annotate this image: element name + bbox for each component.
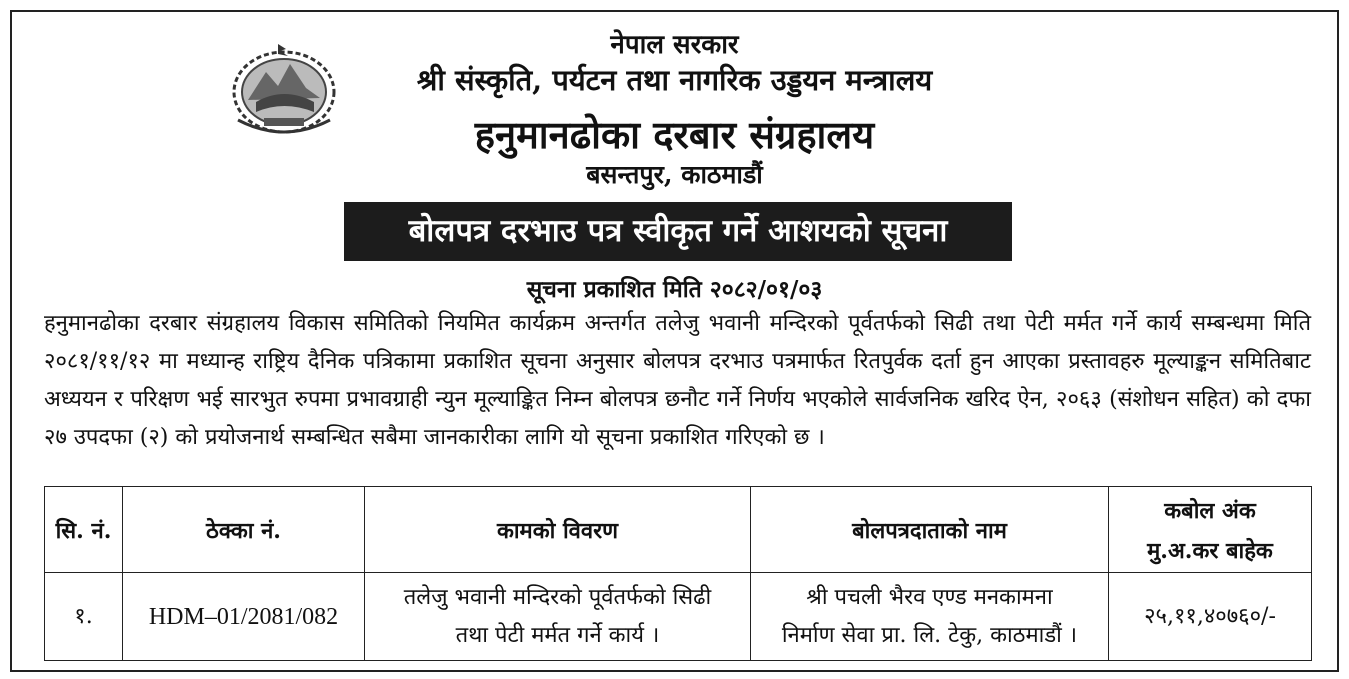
header-description: कामको विवरण bbox=[365, 487, 751, 573]
cell-bidder-line1: श्री पचली भैरव एण्ड मनकामना bbox=[806, 584, 1053, 610]
cell-sn: १. bbox=[45, 573, 123, 661]
header-amount-line2: मु.अ.कर बाहेक bbox=[1147, 537, 1273, 564]
cell-bidder-line2: निर्माण सेवा प्रा. लि. टेकु, काठमाडौं । bbox=[781, 622, 1078, 648]
government-name: नेपाल सरकार bbox=[610, 30, 739, 60]
office-address: बसन्तपुर, काठमाडौं bbox=[586, 160, 763, 189]
ministry-name: श्री संस्कृति, पर्यटन तथा नागरिक उड्डयन मन्त्रालय bbox=[416, 63, 933, 97]
office-name: हनुमानढोका दरबार संग्रहालय bbox=[474, 112, 875, 157]
header-amount bbox=[1109, 487, 1312, 573]
cell-bidder bbox=[751, 573, 1109, 661]
table-header-row bbox=[45, 487, 1312, 573]
notice-title: बोलपत्र दरभाउ पत्र स्वीकृत गर्ने आशयको सूचना bbox=[344, 202, 1012, 261]
notice-body: हनुमानढोका दरबार संग्रहालय विकास समितिको नियमित कार्यक्रम अन्तर्गत तलेजु भवानी मन्दिरको पूर्वतर्फको सिढी तथा पेटी मर्मत गर्ने कार्य सम्बन्धमा मिति २०८१/११/१२ मा मध्यान्ह राष्ट्रिय दैनिक पत्रिकामा प्रकाशित सूचना अनुसार बोलपत्र दरभाउ पत्रमार्फत रितपुर्वक दर्ता हुन आएका प्रस्तावहरु मूल्याङ्कन समितिबाट अध्ययन र परिक्षण भई सारभुत रुपमा प्रभावग्राही न्युन मूल्याङ्कित निम्न बोलपत्र छनौट गर्ने निर्णय भएकोले सार्वजनिक खरिद ऐन, २०६३ (संशोधन सहित) को दफा २७ उपदफा (२) को प्रयोजनार्थ सम्बन्धित सबैमा जानकारीका लागि यो सूचना प्रकाशित गरिएको छ । bbox=[44, 311, 1311, 450]
cell-description bbox=[365, 573, 751, 661]
cell-description-line1: तलेजु भवानी मन्दिरको पूर्वतर्फको सिढी bbox=[403, 584, 712, 610]
table-row bbox=[45, 573, 1312, 661]
header-bidder: बोलपत्रदाताको नाम bbox=[751, 487, 1109, 573]
cell-contract-no: HDM–01/2081/082 bbox=[123, 573, 365, 661]
award-table bbox=[44, 486, 1312, 661]
header-sn: सि. नं. bbox=[45, 487, 123, 573]
header-contract-no: ठेक्का नं. bbox=[123, 487, 365, 573]
cell-amount: २५,११,४०७६०/- bbox=[1109, 573, 1312, 661]
cell-description-line2: तथा पेटी मर्मत गर्ने कार्य । bbox=[455, 622, 660, 648]
published-date: सूचना प्रकाशित मिति २०८२/०१/०३ bbox=[526, 276, 823, 303]
header-amount-line1: कबोल अंक bbox=[1164, 497, 1256, 524]
